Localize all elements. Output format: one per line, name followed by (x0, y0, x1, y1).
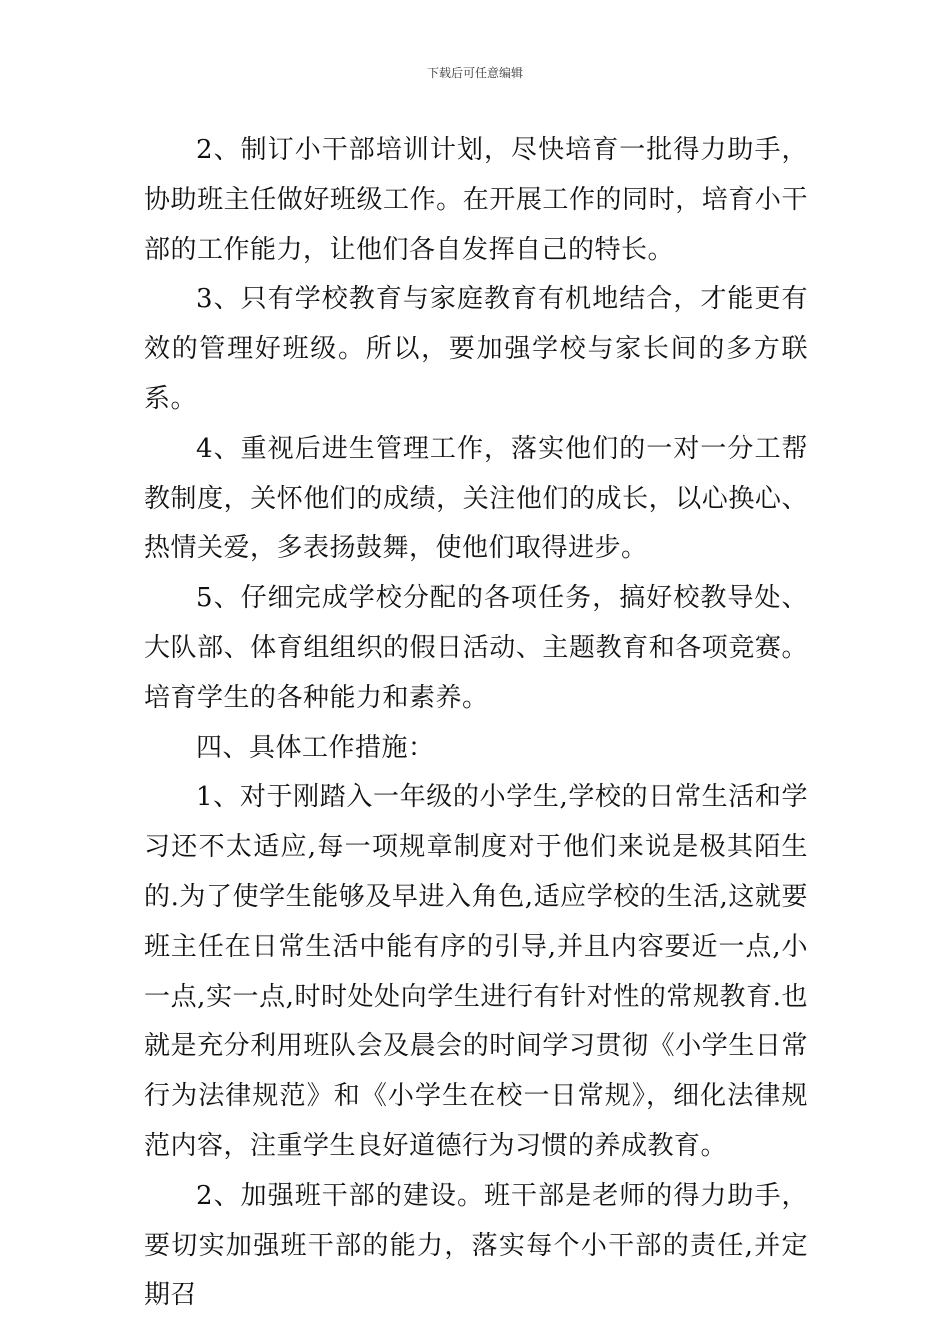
paragraph-2: 3、只有学校教育与家庭教育有机地结合，才能更有效的管理好班级。所以，要加强学校与家长间的多方联系。 (144, 284, 808, 414)
document-body (144, 126, 808, 1321)
paragraph-6: 2、加强班干部的建设。班干部是老师的得力助手，要切实加强班干部的能力，落实每个小干部的责任,并定期召 (144, 1180, 808, 1311)
paragraph-3: 4、重视后进生管理工作，落实他们的一对一分工帮教制度，关怀他们的成绩，关注他们的成长，以心换心、热情关爱，多表扬鼓舞，使他们取得进步。 (144, 433, 808, 564)
paragraph-1: 2、制订小干部培训计划，尽快培育一批得力助手，协助班主任做好班级工作。在开展工作的同时，培育小干部的工作能力，让他们各自发挥自己的特长。 (144, 135, 808, 265)
paragraph-5: 1、对于刚踏入一年级的小学生,学校的日常生活和学习还不太适应,每一项规章制度对于他们来说是极其陌生的.为了使学生能够及早进入角色,适应学校的生活,这就要班主任在日常生活中能有序的引导,并且内容要近一点,小一点,实一点,时时处处向学生进行有针对性的常规教育.也就是充分利用班队会及晨会的时间学习贯彻《小学生日常行为法律规范》和《小学生在校一日常规》，细化法律规范内容，注重学生良好道德行为习惯的养成教育。 (144, 782, 808, 1161)
page-header: 下载后可任意编辑 (426, 66, 523, 80)
section-heading: 四、具体工作措施： (196, 732, 435, 763)
paragraph-4: 5、仔细完成学校分配的各项任务，搞好校教导处、大队部、体育组组织的假日活动、主题教育和各项竞赛。培育学生的各种能力和素养。 (144, 583, 808, 713)
